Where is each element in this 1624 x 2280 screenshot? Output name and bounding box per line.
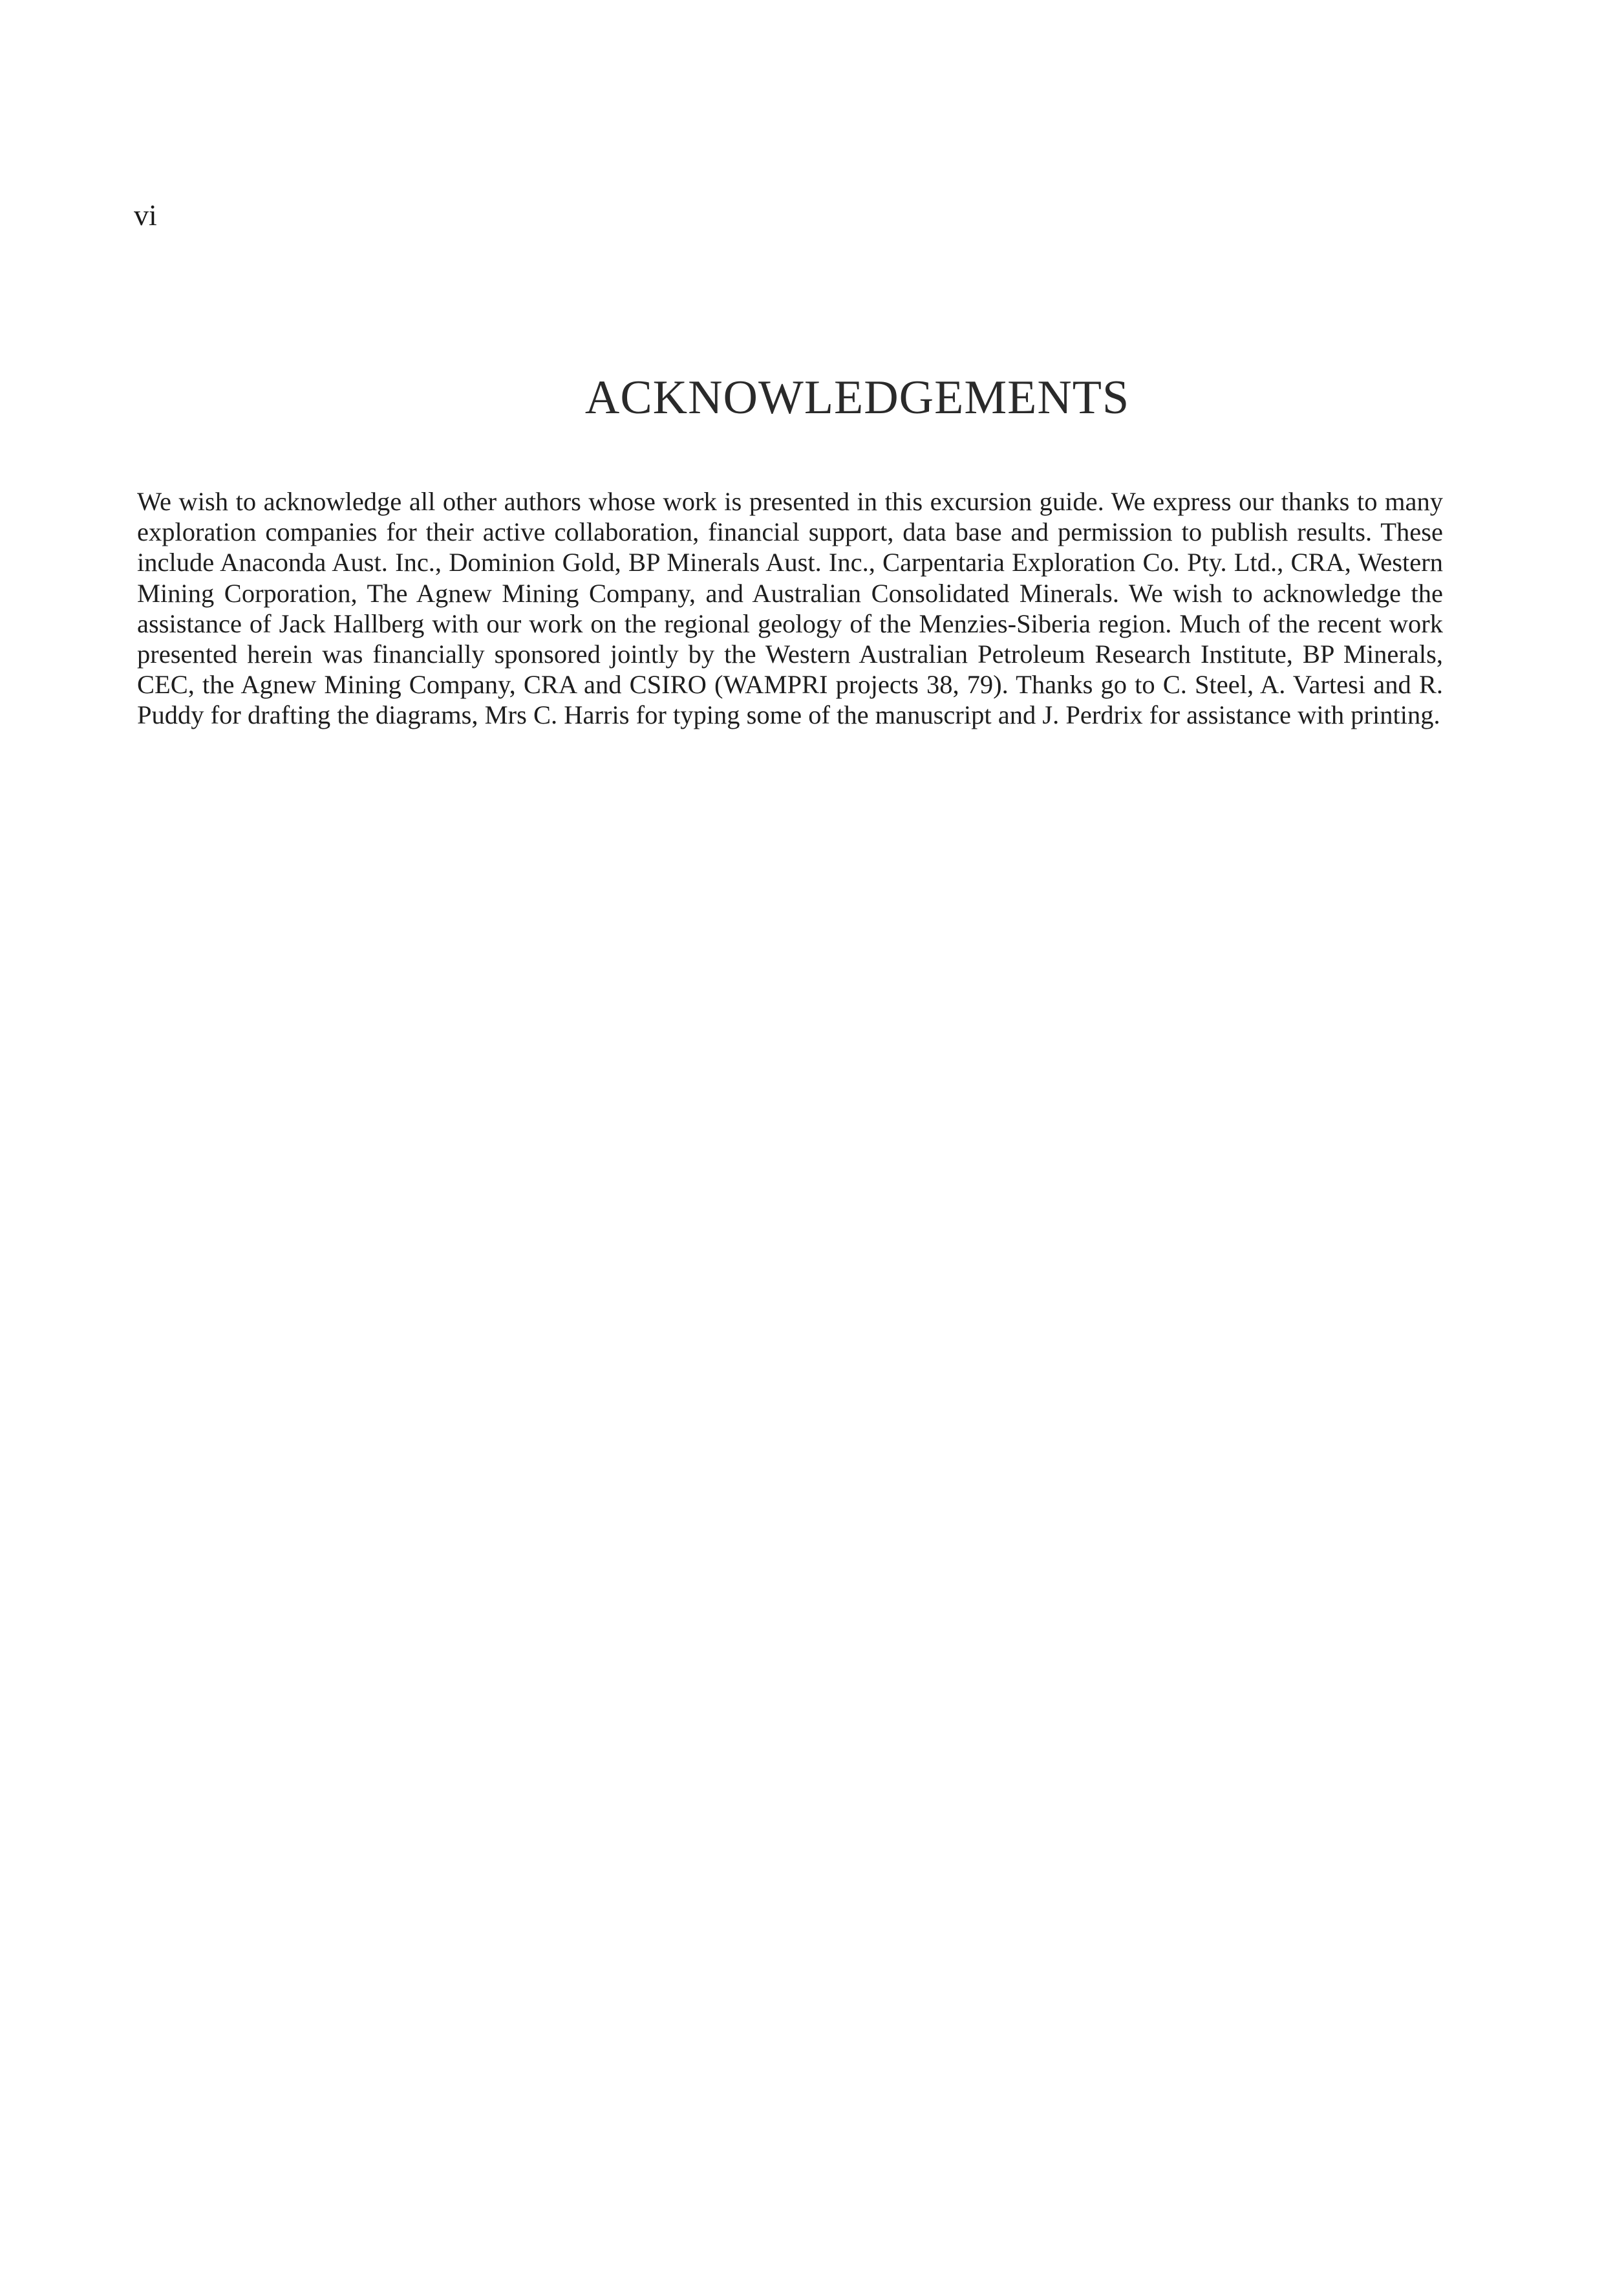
page-number: vi bbox=[134, 199, 157, 231]
acknowledgements-paragraph: We wish to acknowledge all other authors whose work is presented in this excursion guide. We express our thanks to many exploration companies for their active collaboration, financial support, data base and permission to publish results. These include Anaconda Aust. Inc., Dominion Gold, BP Minerals Aust. Inc., Carpentaria Exploration Co. Pty. Ltd., CRA, Western Mining Corporation, The Agnew Mining Company, and Australian Consolidated Minerals. We wish to acknowledge the assistance of Jack Hallberg with our work on the regional geology of the Menzies-Siberia region. Much of the recent work presented herein was financially sponsored jointly by the Western Australian Petroleum Research Institute, BP Minerals, CEC, the Agnew Mining Company, CRA and CSIRO (WAMPRI projects 38, 79). Thanks go to C. Steel, A. Vartesi and R. Puddy for drafting the diagrams, Mrs C. Harris for typing some of the manuscript and J. Perdrix for assistance with printing. bbox=[137, 487, 1443, 730]
section-title: ACKNOWLEDGEMENTS bbox=[584, 371, 1130, 424]
